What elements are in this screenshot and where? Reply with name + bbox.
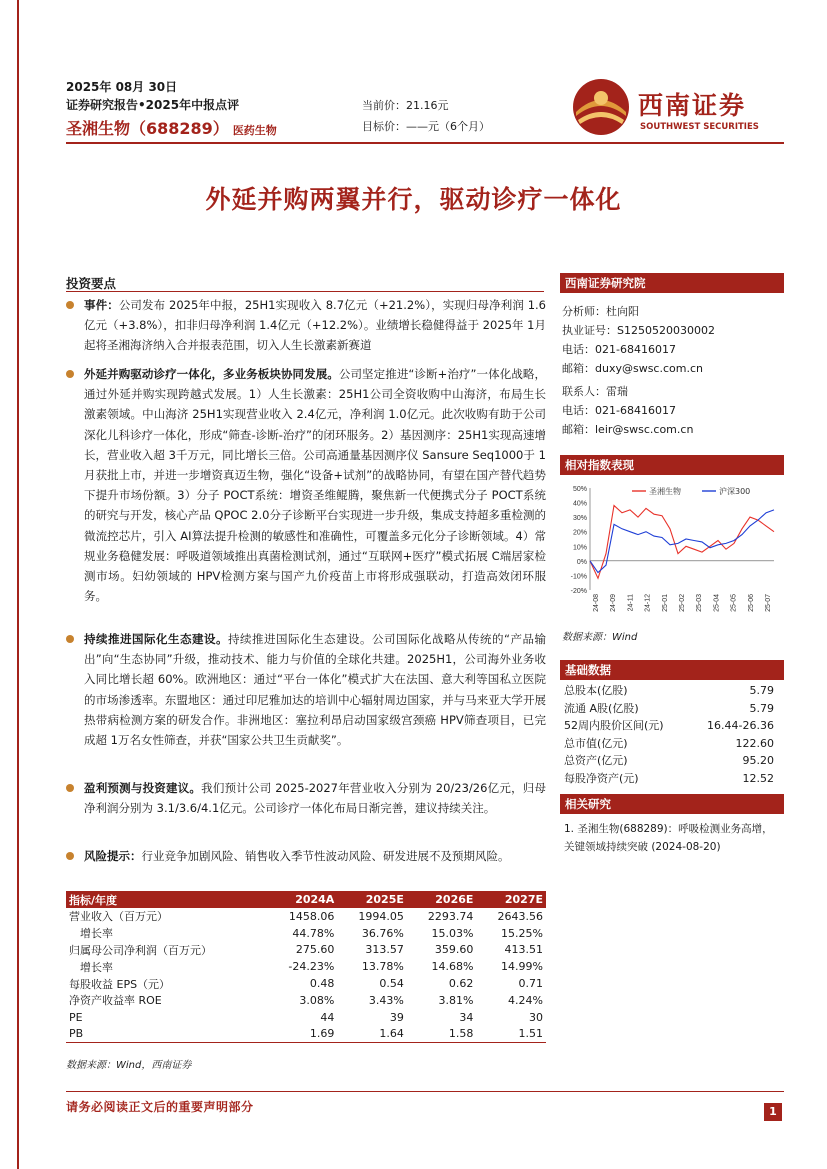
table-cell: 0.71 (518, 977, 543, 991)
table-cell: 0.62 (448, 977, 474, 991)
bullet-dot-icon (66, 301, 74, 309)
y-tick-label: 30% (572, 515, 587, 523)
table-row (66, 925, 546, 942)
x-tick-label: 25-01 (661, 594, 669, 612)
research-heading: 西南证券研究院 (560, 273, 784, 293)
table-cell: 44.78% (292, 926, 335, 940)
table-cell: 3.43% (368, 993, 404, 1007)
bullet-dot-icon (66, 635, 74, 643)
basic-data-value: 16.44-26.36 (707, 719, 774, 732)
series-line-stock (590, 506, 774, 579)
row-label: 营业收入（百万元） (69, 910, 168, 924)
bullet-lead: 外延并购驱动诊疗一体化，多业务板块协同发展。 (84, 367, 339, 381)
row-label: PE (69, 1010, 83, 1024)
related-item[interactable]: 1. 圣湘生物(688289)：呼吸检测业务高增，关键领域持续突破 (2024-08-20) (564, 823, 773, 853)
contact-email[interactable]: 邮箱：leir@swsc.com.cn (562, 423, 694, 436)
basic-data-row (564, 717, 774, 735)
y-tick-label: -10% (570, 573, 587, 581)
page-number: 1 (764, 1103, 782, 1121)
company-logo (570, 76, 780, 138)
basic-data-label: 流通 A股(亿股) (564, 701, 639, 715)
table-source: 数据来源：Wind，西南证券 (66, 1060, 192, 1071)
current-price: 当前价：21.16元 (362, 99, 449, 112)
basic-data-row (564, 735, 774, 753)
basic-data-value: 95.20 (742, 754, 774, 767)
table-header-cell: 2025E (337, 891, 407, 908)
x-tick-label: 24-12 (644, 594, 652, 612)
basic-data-label: 总市值(亿元) (564, 736, 628, 750)
basic-data-row (564, 700, 774, 718)
row-label: 增长率 (80, 927, 113, 941)
company-name (66, 116, 277, 139)
table-cell: 0.48 (309, 977, 335, 991)
table-cell: 15.25% (501, 926, 543, 940)
logo-emblem-icon (570, 76, 632, 138)
table-cell: 3.81% (438, 993, 474, 1007)
basic-data-row (564, 770, 774, 788)
bullet-dot-icon (66, 784, 74, 792)
bullet-risk (66, 846, 546, 866)
row-label: 净资产收益率 ROE (69, 994, 162, 1008)
table-cell: -24.23% (288, 960, 335, 974)
basic-data-list (564, 682, 774, 787)
footer-divider (66, 1091, 784, 1092)
table-header-cell: 指标/年度 (66, 891, 267, 908)
sector-tag: 医药生物 (232, 124, 277, 137)
table-row (66, 958, 546, 975)
table-cell: 1.69 (267, 1026, 337, 1043)
table-cell: 0.54 (379, 977, 404, 991)
table-cell: 34 (459, 1010, 474, 1024)
y-tick-label: 0% (576, 558, 587, 566)
table-cell: 39 (389, 1010, 404, 1024)
basic-data-row (564, 752, 774, 770)
x-tick-label: 24-08 (593, 594, 600, 612)
investment-divider (66, 291, 544, 292)
analyst-email[interactable]: 邮箱：duxy@swsc.com.cn (562, 362, 703, 375)
table-header-cell: 2027E (476, 891, 546, 908)
related-heading: 相关研究 (560, 794, 784, 814)
legend-label: 圣湘生物 (649, 487, 681, 496)
bullet-text: 公司坚定推进“诊断+治疗”一体化战略，通过外延并购实现跨越式发展。1）人生长激素：25H1公司全资收购中山海济，布局生长激素领域。中山海济 25H1实现营业收入 2.4亿元，净利润 1.0亿元。此次收购有助于公司深化儿科诊疗一体化，形成“筛查-诊断-治疗”的闭环服务。2）基因测序：25H1实现高速增长，营业收入超 3千万元，同比增长三倍。公司高通量基因测序仪 Sansure Seq1000于 1月获批上市，并进一步增资真迈生物，强化“设备+试剂”的战略协同，有望在国产替代趋势下提升市场份额。3）分子 POCT系统：增资圣维鲲腾，聚焦新一代便携式分子 POCT系统的研究与开发，核心产品 QPOC 2.0分子诊断平台实现进一步升级，集成支持超多重检测的微流控芯片，引入 AI算法提升检测的敏感性和准确性，可覆盖多元化分子诊断领域。4）常规业务稳健发展：呼吸道领域推出真菌检测试剂，通过“互联网+医疗”模式拓展 C端居家检测市场。妇幼领域的 HPV检测方案与国产九价疫苗上市将形成强联动，打造高效闭环服务。 (84, 367, 546, 604)
header-divider (66, 142, 784, 144)
bullet-forecast (66, 778, 546, 818)
table-cell: 1994.05 (358, 909, 404, 923)
basic-data-label: 52周内股价区间(元) (564, 719, 664, 732)
logo-text-en: SOUTHWEST SECURITIES (640, 122, 759, 132)
table-header-cell: 2024A (267, 891, 337, 908)
basic-data-label: 总股本(亿股) (564, 684, 628, 697)
bullet-lead: 持续推进国际化生态建设。 (84, 632, 229, 646)
table-header-cell: 2026E (407, 891, 477, 908)
table-cell: 1.51 (476, 1026, 546, 1043)
chart-source: 数据来源：Wind (562, 632, 638, 643)
bullet-dot-icon (66, 852, 74, 860)
target-price: 目标价：——元（6个月） (362, 120, 490, 133)
table-cell: 30 (529, 1010, 543, 1024)
investment-heading: 投资要点 (66, 276, 117, 291)
company-ticker: 圣湘生物（688289） (66, 119, 229, 138)
report-date: 2025年 08月 30日 (66, 80, 178, 94)
analyst-license: 执业证号：S1250520030002 (562, 324, 715, 337)
table-cell: 36.76% (361, 926, 404, 940)
bullet-lead: 盈利预测与投资建议。 (84, 781, 202, 795)
basic-data-label: 总资产(亿元) (564, 754, 628, 767)
x-tick-label: 25-06 (747, 594, 755, 612)
table-row (66, 1009, 546, 1026)
contact-phone: 电话：021-68416017 (562, 404, 676, 417)
table-cell: 1.64 (337, 1026, 407, 1043)
financial-forecast-table (66, 891, 546, 1043)
table-row (66, 1026, 546, 1043)
table-cell: 44 (320, 1010, 335, 1024)
x-tick-label: 25-07 (765, 594, 772, 612)
logo-text-cn: 西南证券 (638, 91, 747, 120)
analyst-name: 分析师：杜向阳 (562, 305, 639, 318)
row-label: 每股收益 EPS（元） (69, 977, 171, 991)
index-chart-heading: 相对指数表现 (560, 455, 784, 475)
bullet-text: 公司发布 2025年中报，25H1实现收入 8.7亿元（+21.2%），实现归母净利润 1.6亿元（+3.8%），扣非归母净利润 1.4亿元（+12.2%）。业绩增长稳健得益于 2025年 1月起将圣湘海济纳入合并报表范围，切入人生长激素新赛道 (84, 298, 546, 353)
table-cell: 15.03% (431, 926, 474, 940)
row-label: 归属母公司净利润（百万元） (69, 943, 212, 957)
table-cell: 313.57 (365, 943, 404, 957)
bullet-ma (66, 364, 546, 606)
y-tick-label: 10% (572, 544, 587, 552)
x-tick-label: 25-04 (713, 594, 721, 612)
bullet-lead: 事件： (84, 298, 119, 312)
basic-data-value: 5.79 (749, 701, 774, 715)
table-row (66, 908, 546, 925)
analyst-info (562, 302, 715, 439)
table-cell: 3.08% (299, 993, 335, 1007)
footer-disclaimer[interactable]: 请务必阅读正文后的重要声明部分 (66, 1100, 254, 1114)
contact-name: 联系人：雷瑞 (562, 385, 628, 398)
bullet-dot-icon (66, 370, 74, 378)
table-cell: 2643.56 (497, 909, 543, 923)
table-header-row (66, 891, 546, 908)
bullet-text: 持续推进国际化生态建设。公司国际化战略从传统的“产品输出”向“生态协同”升级，推动技术、能力与价值的全球化共建。2025H1，公司海外业务收入同比增长超 60%。欧洲地区：通过“平台一体化”模式扩大在法国、意大利等国私立医院的市场渗透率。东盟地区：通过印尼雅加达的培训中心辐射周边国家，并与马来亚大学开展热带病检测方案的研发合作。非洲地区：塞拉利昂启动国家级宫颈癌 HPV筛查项目，已完成超 1万名女性筛查，并获“国家公共卫生贡献奖”。 (84, 632, 546, 748)
row-label: PB (66, 1026, 267, 1043)
basic-data-heading: 基础数据 (560, 660, 784, 680)
table-cell: 1458.06 (288, 909, 335, 923)
bullet-lead: 风险提示： (84, 849, 142, 863)
basic-data-label: 每股净资产(元) (564, 771, 639, 785)
basic-data-value: 122.60 (735, 736, 774, 750)
y-tick-label: -20% (570, 588, 587, 595)
analyst-phone: 电话：021-68416017 (562, 343, 676, 356)
y-tick-label: 50% (572, 486, 587, 493)
x-tick-label: 25-03 (696, 594, 704, 612)
table-row (66, 992, 546, 1009)
row-label: 增长率 (80, 960, 113, 974)
basic-data-row (564, 682, 774, 700)
table-row (66, 942, 546, 959)
y-tick-label: 40% (572, 500, 587, 508)
bullet-text: 我们预计公司 2025-2027年营业收入分别为 20/23/26亿元，归母净利润分别为 3.1/3.6/4.1亿元。公司诊疗一体化布局日渐完善，建议持续关注。 (84, 781, 547, 816)
table-cell: 413.51 (504, 943, 543, 957)
basic-data-value: 12.52 (742, 771, 774, 785)
bullet-international (66, 629, 546, 750)
table-cell: 1.58 (407, 1026, 477, 1043)
x-tick-label: 25-05 (730, 594, 738, 612)
legend-label: 沪深300 (719, 487, 751, 496)
table-cell: 275.60 (295, 943, 335, 957)
basic-data-value: 5.79 (749, 684, 774, 697)
left-margin-rule (17, 0, 19, 1169)
table-cell: 14.68% (431, 960, 474, 974)
bullet-text: 行业竞争加剧风险、销售收入季节性波动风险、研发进展不及预期风险。 (141, 849, 510, 863)
report-type: 证券研究报告•2025年中报点评 (66, 98, 240, 112)
bullet-event (66, 295, 546, 356)
table-cell: 2293.74 (427, 909, 474, 923)
x-tick-label: 25-02 (679, 594, 686, 612)
table-cell: 13.78% (361, 960, 404, 974)
report-title: 外延并购两翼并行，驱动诊疗一体化 (205, 185, 622, 214)
table-cell: 4.24% (508, 993, 543, 1007)
series-line-index (590, 510, 774, 573)
table-row (66, 975, 546, 992)
x-tick-label: 24-09 (610, 594, 618, 612)
relative-index-chart (560, 480, 784, 625)
x-tick-label: 24-11 (627, 594, 635, 612)
table-cell: 359.60 (434, 943, 474, 957)
y-tick-label: 20% (572, 529, 587, 537)
table-cell: 14.99% (501, 960, 543, 974)
